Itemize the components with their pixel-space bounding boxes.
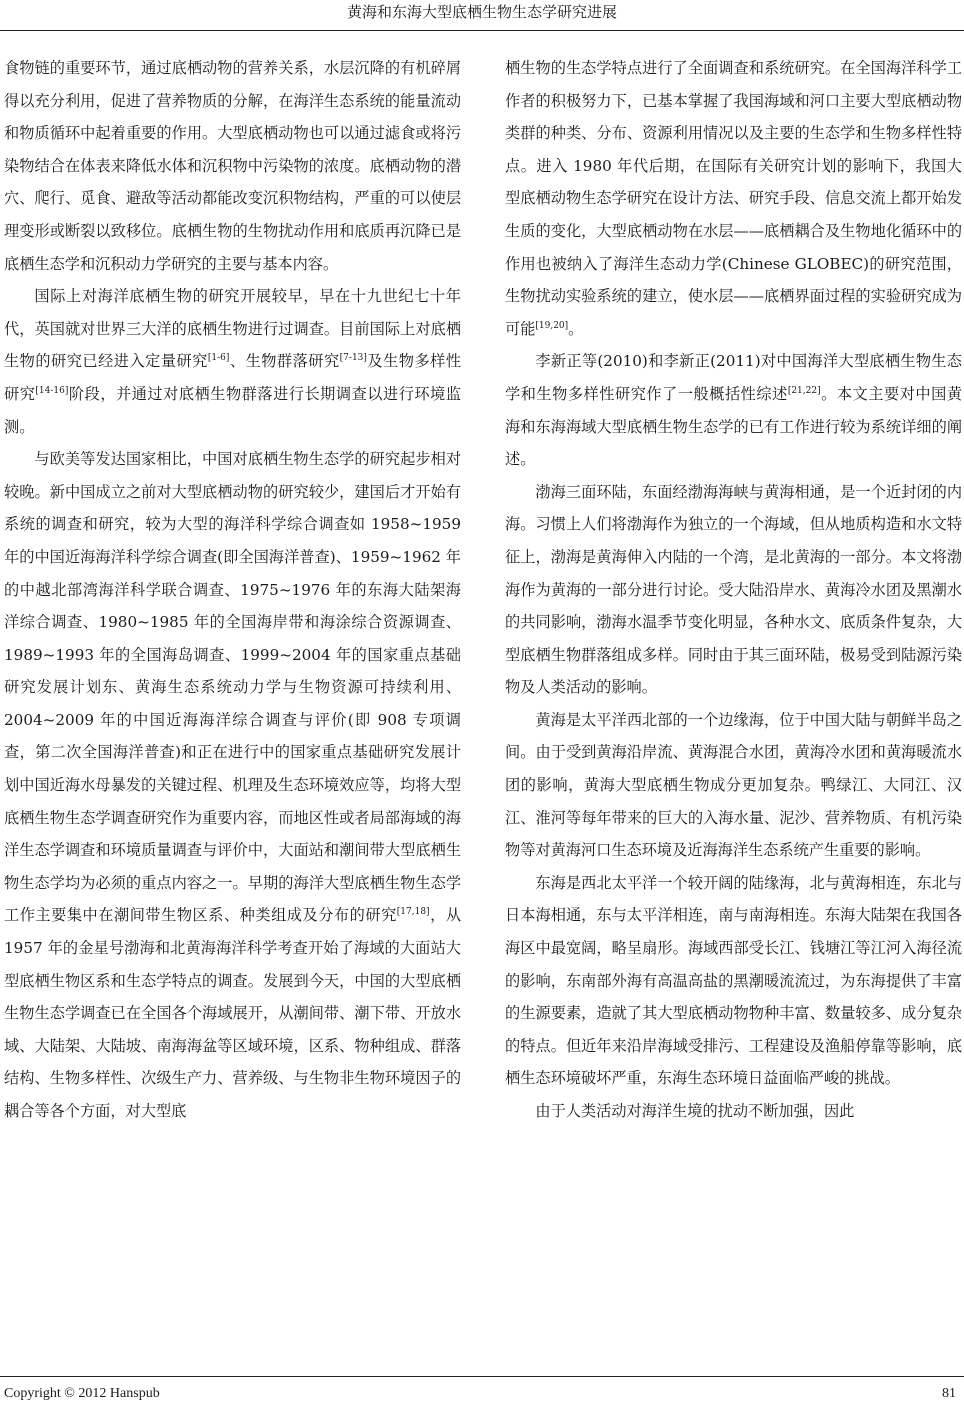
citation: [14-16] (35, 385, 69, 396)
text-run: 李新正等(2010)和李新正(2011)对中国海洋大型底栖生物生态学和生物多样性研究作了一般概括性综述 (505, 352, 962, 403)
citation: [17,18] (396, 907, 430, 918)
page-number: 81 (942, 1386, 956, 1401)
text-run: 与欧美等发达国家相比，中国对底栖生物生态学的研究起步相对较晚。新中国成立之前对大型底栖动物的研究较少，建国后才开始有系统的调查和研究，较为大型的海洋科学综合调查如 1958~1959 年的中国近海海洋科学综合调查(即全国海洋普查)、1959~1962 年的中越北部湾海洋科学联合调查、1975~1976 年的东海大陆架海洋综合调查、1980~1985 年的全国海岸带和海涂综合资源调查、1989~1993 年的全国海岛调查、1999~2004 年的国家重点基础研究发展计划东、黄海生态系统动力学与生物资源可持续利用、2004~2009 年的中国近海海洋综合调查与评价(即 908 专项调查，第二次全国海洋普查)和正在进行中的国家重点基础研究发展计划中国近海水母暴发的关键过程、机理及生态环境效应等，均将大型底栖生物生态学调查研究作为重要内容，而地区性或者局部海域的海洋生态学调查和环境质量调查与评价中，大面站和潮间带大型底栖生物生态学均为必须的重点内容之一。早期的海洋大型底栖生物生态学工作主要集中在潮间带生物区系、种类组成及分布的研究 (4, 450, 461, 925)
running-title: 黄海和东海大型底栖生物生态学研究进展 (346, 3, 617, 21)
right-column (505, 52, 962, 1128)
paragraph: 食物链的重要环节，通过底栖动物的营养关系，水层沉降的有机碎屑得以充分利用，促进了营养物质的分解，在海洋生态系统的能量流动和物质循环中起着重要的作用。大型底栖动物也可以通过滤食或将污染物结合在体表来降低水体和沉积物中污染物的浓度。底栖动物的潜穴、爬行、觅食、避敌等活动都能改变沉积物结构，严重的可以使层理变形或断裂以致移位。底栖生物的生物扰动作用和底质再沉降已是底栖生态学和沉积动力学研究的主要与基本内容。 (4, 59, 461, 273)
paragraph: 东海是西北太平洋一个较开阔的陆缘海，北与黄海相连，东北与日本海相通，东与太平洋相连，南与南海相连。东海大陆架在我国各海区中最宽阔，略呈扇形。海域西部受长江、钱塘江等江河入海径流的影响，东南部外海有高温高盐的黑潮暖流流过，为东海提供了丰富的生源要素，造就了其大型底栖动物物种丰富、数量较多、成分复杂的特点。但近年来沿岸海域受排污、工程建设及渔船停靠等影响，底栖生态环境破坏严重，东海生态环境日益面临严峻的挑战。 (505, 873, 962, 1088)
paragraph (505, 345, 962, 475)
left-column (4, 52, 461, 1128)
text-run: 。 (568, 319, 584, 338)
text-run: 阶段，并通过对底栖生物群落进行长期调查以进行环境监测。 (4, 384, 462, 436)
paragraph (4, 443, 461, 1127)
citation: [7-13] (339, 353, 367, 364)
paragraph: 由于人类活动对海洋生境的扰动不断加强，因此 (535, 1102, 855, 1120)
citation: [1-6] (207, 353, 230, 364)
citation: [21,22] (787, 385, 821, 396)
footer-divider (0, 1376, 964, 1377)
text-run: 。本文主要对中国黄海和东海海域大型底栖生物生态学的已有工作进行较为系统详细的阐述。 (505, 384, 963, 469)
text-run: 栖生物的生态学特点进行了全面调查和系统研究。在全国海洋科学工作者的积极努力下，已基本掌握了我国海域和河口主要大型底栖动物类群的种类、分布、资源利用情况以及主要的生态学和生物多样性特点。进入 1980 年代后期，在国际有关研究计划的影响下，我国大型底栖动物生态学研究在设计方法、研究手段、信息交流上都开始发生质的变化，大型底栖动物在水层——底栖耦合及生物地化循环中的作用也被纳入了海洋生态动力学(Chinese GLOBEC)的研究范围，生物扰动实验系统的建立，使水层——底栖界面过程的实验研究成为可能 (505, 59, 962, 338)
paragraph (505, 52, 962, 345)
paragraph (4, 280, 461, 443)
text-run: ，从 1957 年的金星号渤海和北黄海海洋科学考查开始了海域的大面站大型底栖生物区系和生态学特点的调查。发展到今天，中国的大型底栖生物生态学调查已在全国各个海域展开，从潮间带、潮下带、开放水域、大陆架、大陆坡、南海海盆等区域环境，区系、物种组成、群落结构、生物多样性、次级生产力、营养级、与生物非生物环境因子的耦合等各个方面，对大型底 (4, 906, 462, 1120)
text-run: 国际上对海洋底栖生物的研究开展较早，早在十九世纪七十年代，英国就对世界三大洋的底栖生物进行过调查。目前国际上对底栖生物的研究已经进入定量研究 (4, 287, 461, 371)
citation: [19,20] (535, 320, 569, 331)
paragraph: 黄海是太平洋西北部的一个边缘海，位于中国大陆与朝鲜半岛之间。由于受到黄海沿岸流、黄海混合水团，黄海冷水团和黄海暖流水团的影响，黄海大型底栖生物成分更加复杂。鸭绿江、大同江、汉江、淮河等每年带来的巨大的入海水量、泥沙、营养物质、有机污染物等对黄海河口生态环境及近海海洋生态系统产生重要的影响。 (505, 710, 962, 860)
paragraph: 渤海三面环陆，东面经渤海海峡与黄海相通，是一个近封闭的内海。习惯上人们将渤海作为独立的一个海域，但从地质构造和水文特征上，渤海是黄海伸入内陆的一个湾，是北黄海的一部分。本文将渤海作为黄海的一部分进行讨论。受大陆沿岸水、黄海冷水团及黑潮水的共同影响，渤海水温季节变化明显，各种水文、底质条件复杂，大型底栖生物群落组成多样。同时由于其三面环陆，极易受到陆源污染物及人类活动的影响。 (505, 482, 962, 697)
text-run: 、生物群落研究 (229, 352, 340, 371)
text-run: 及生物多样性研究 (4, 352, 462, 403)
running-header (0, 0, 964, 34)
copyright-notice: Copyright © 2012 Hanspub (4, 1386, 160, 1401)
header-divider (0, 30, 964, 31)
